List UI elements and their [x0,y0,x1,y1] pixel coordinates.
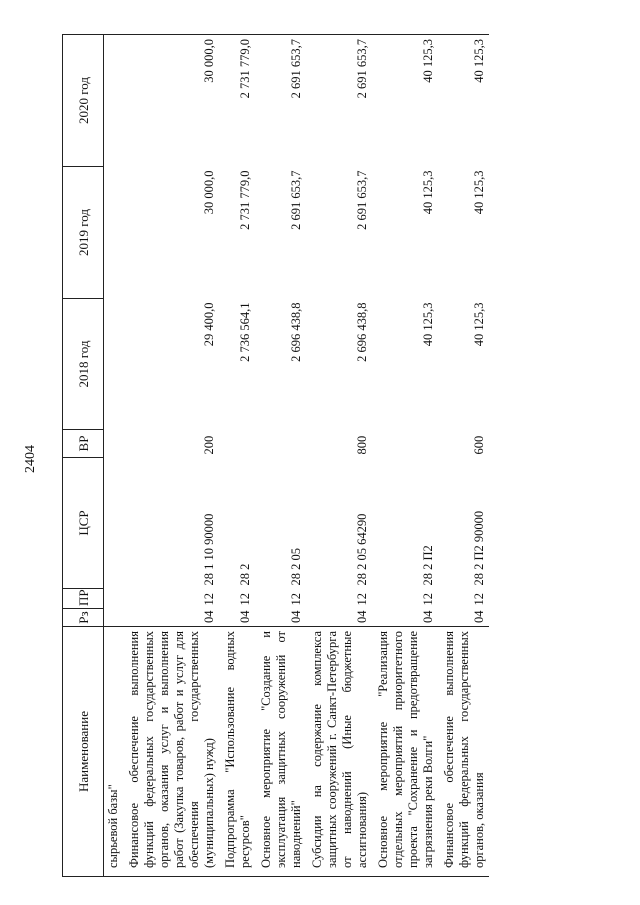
row-name: Субсидии на содержание комплекса защитных сооружений г. Санкт-Петербурга от наводнений (Иные бюджетные ассигнования) [306,627,372,877]
row-rz: 04 [421,610,435,623]
header-rz: Рз [63,609,104,627]
row-csr: 28 2 П2 90000 [472,510,486,586]
row-name: Финансовое обеспечение выполнения функций федеральных государственных органов, оказания услуг и выполнения работ (Закупка товаров, работ и услуг для обеспечения государственных (муниципальных) нужд) [123,627,219,877]
row-rz: 04 [472,610,486,623]
row-2020: 30 000,0 [123,35,219,167]
row-2020: 2 691 653,7 [306,35,372,167]
row-2018: 29 400,0 [202,302,216,347]
row-vr: 200 [202,435,216,455]
budget-table [62,34,489,877]
row-pr: 12 [202,593,216,606]
row-vr [372,430,438,458]
row-2018: 2 696 438,8 [355,302,369,362]
row-vr [104,430,124,458]
row-name: Основное мероприятие "Создание и эксплуатация защитных сооружений от наводнений" [255,627,306,877]
row-2020: 2 731 779,0 [219,35,255,167]
row-vr: 800 [355,435,369,455]
row-pr: 12 [472,593,486,606]
row-rz: 04 [238,610,252,623]
row-csr: 28 2 05 [289,548,303,586]
row-pr: 12 [355,593,369,606]
row-rz: 04 [289,610,303,623]
row-2019: 40 125,3 [421,170,435,215]
row-vr [219,430,255,458]
table-row [104,35,124,877]
row-pr: 12 [238,593,252,606]
row-csr: 28 1 10 90000 [202,513,216,586]
row-2019: 2 731 779,0 [238,170,252,230]
row-pr: 12 [289,593,303,606]
header-csr: ЦСР [63,458,104,589]
header-2019: 2019 год [63,167,104,299]
table-row [123,35,219,877]
row-csr: 28 2 П2 [421,545,435,586]
row-2019: 2 691 653,7 [289,170,303,230]
row-csr: 28 2 [238,563,252,586]
table-row [219,35,255,877]
row-2018: 2 736 564,1 [238,302,252,362]
header-vr: ВР [63,430,104,458]
row-2019 [104,167,124,299]
row-2018: 2 696 438,8 [289,302,303,362]
row-name: Основное мероприятие "Реализация отдельных мероприятий приоритетного проекта "Сохранение и предотвращение загрязнения реки Волги" [372,627,438,877]
row-2020: 2 691 653,7 [255,35,306,167]
row-rz: 04 [202,610,216,623]
header-2020: 2020 год [63,35,104,167]
row-2020: 40 125,3 [438,35,489,167]
row-2018: 40 125,3 [472,302,486,347]
row-pr [104,589,124,609]
row-2018 [104,299,124,430]
row-name: сырьевой базы" [104,627,124,877]
row-vr [255,430,306,458]
table-row [438,35,489,877]
row-rz [104,609,124,627]
header-name: Наименование [63,627,104,877]
page-number: 2404 [23,445,38,473]
row-2020: 40 125,3 [372,35,438,167]
table-row [306,35,372,877]
row-vr: 600 [472,435,486,455]
header-pr: ПР [63,589,104,609]
row-2019: 2 691 653,7 [355,170,369,230]
table-row [372,35,438,877]
row-name: Подпрограмма "Использование водных ресурсов" [219,627,255,877]
row-csr [104,458,124,589]
row-2018: 40 125,3 [421,302,435,347]
row-pr: 12 [421,593,435,606]
row-2019: 40 125,3 [472,170,486,215]
row-2020 [104,35,124,167]
row-rz: 04 [355,610,369,623]
row-2019: 30 000,0 [202,170,216,215]
header-row [63,35,104,877]
table-row [255,35,306,877]
row-csr: 28 2 05 64290 [355,513,369,586]
header-2018: 2018 год [63,299,104,430]
row-name: Финансовое обеспечение выполнения функций федеральных государственных органов, оказания [438,627,489,877]
